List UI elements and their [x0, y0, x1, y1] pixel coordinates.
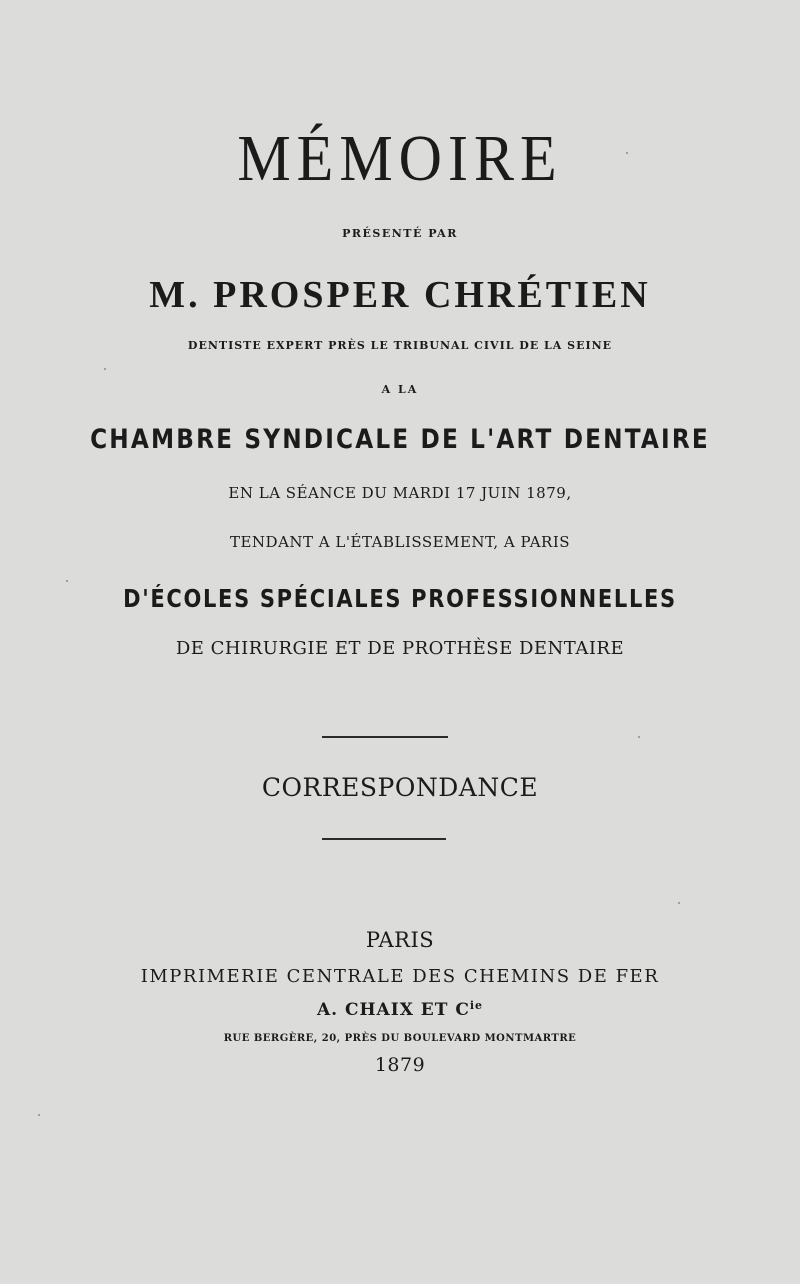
- imprint-printer: IMPRIMERIE CENTRALE DES CHEMINS DE FER: [140, 966, 660, 987]
- publisher-name: A. CHAIX ET C: [316, 1000, 470, 1020]
- purpose: TENDANT A L'ÉTABLISSEMENT, A PARIS: [229, 533, 571, 551]
- author-title: DENTISTE EXPERT PRÈS LE TRIBUNAL CIVIL DE LA SEINE: [187, 339, 613, 352]
- session-date: EN LA SÉANCE DU MARDI 17 JUIN 1879,: [228, 484, 572, 502]
- paper-speck: [638, 736, 640, 738]
- divider-bottom: [322, 838, 446, 840]
- paper-speck: [104, 368, 106, 370]
- imprint-year: 1879: [374, 1054, 426, 1076]
- divider-top: [322, 736, 448, 738]
- imprint-publisher: [0, 1000, 800, 1019]
- recipient: CHAMBRE SYNDICALE DE L'ART DENTAIRE: [90, 424, 710, 455]
- to-label: A LA: [381, 383, 419, 396]
- paper-speck: [626, 152, 628, 154]
- presented-by: PRÉSENTÉ PAR: [342, 227, 458, 240]
- imprint-city: PARIS: [365, 928, 435, 952]
- section-heading: CORRESPONDANCE: [261, 773, 539, 802]
- schools-heading: D'ÉCOLES SPÉCIALES PROFESSIONNELLES: [123, 584, 677, 613]
- paper-speck: [678, 902, 680, 904]
- schools-subject: DE CHIRURGIE ET DE PROTHÈSE DENTAIRE: [175, 638, 625, 659]
- paper-speck: [38, 1114, 40, 1116]
- imprint-address: RUE BERGÈRE, 20, PRÈS DU BOULEVARD MONTMARTRE: [223, 1033, 577, 1044]
- paper-speck: [66, 580, 68, 582]
- page-title: MÉMOIRE: [237, 121, 563, 195]
- publisher-suffix: ie: [469, 999, 484, 1012]
- author-name: M. PROSPER CHRÉTIEN: [149, 274, 651, 316]
